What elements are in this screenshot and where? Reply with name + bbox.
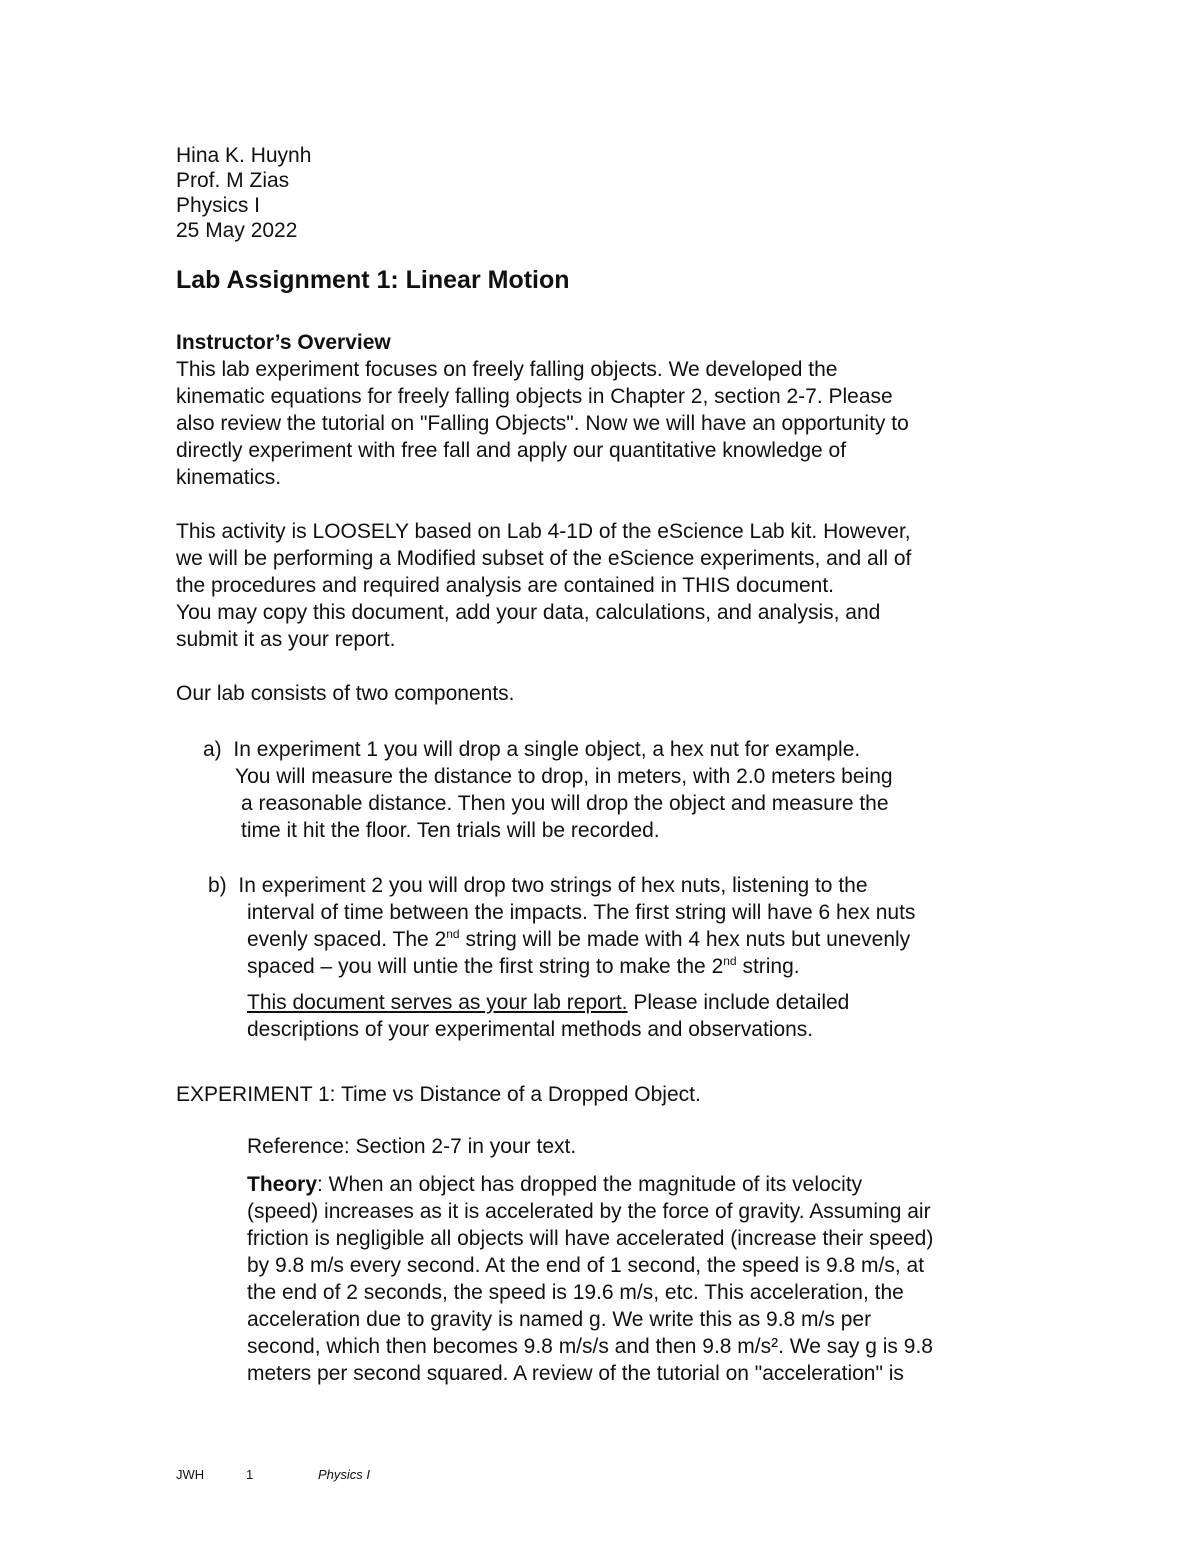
list-marker: b) <box>208 874 227 897</box>
overview-paragraph-line: kinematic equations for freely falling objects in Chapter 2, section 2-7. Please <box>176 385 893 408</box>
list-item-line: time it hit the floor. Ten trials will be recorded. <box>241 819 660 842</box>
theory-line: second, which then becomes 9.8 m/s/s and then 9.8 m/s². We say g is 9.8 <box>247 1335 933 1358</box>
theory-line: friction is negligible all objects will have accelerated (increase their speed) <box>247 1227 934 1250</box>
list-item-text: In experiment 2 you will drop two strings of hex nuts, listening to the <box>238 874 868 897</box>
overview-paragraph-line: directly experiment with free fall and apply our quantitative knowledge of <box>176 439 847 462</box>
list-marker: a) <box>203 738 222 761</box>
activity-paragraph-line: submit it as your report. <box>176 628 396 651</box>
activity-paragraph-line: You may copy this document, add your data, calculations, and analysis, and <box>176 601 881 624</box>
professor-name: Prof. M Zias <box>176 169 290 192</box>
footer-initials: JWH <box>176 1467 205 1482</box>
experiment-heading: EXPERIMENT 1: Time vs Distance of a Dropped Object. <box>176 1083 701 1106</box>
document-title: Lab Assignment 1: Linear Motion <box>176 266 570 294</box>
theory-line: (speed) increases as it is accelerated by the force of gravity. Assuming air <box>247 1200 931 1223</box>
author-name: Hina K. Huynh <box>176 144 312 167</box>
components-intro: Our lab consists of two components. <box>176 682 515 705</box>
overview-paragraph-line: This lab experiment focuses on freely falling objects. We developed the <box>176 358 838 381</box>
lab-report-underlined: This document serves as your lab report. <box>247 991 628 1014</box>
lab-report-note: This document serves as your lab report. Please include detailed <box>247 991 850 1014</box>
course-name: Physics I <box>176 194 261 217</box>
list-item-b <box>208 872 868 899</box>
overview-heading: Instructor’s Overview <box>176 331 391 354</box>
ordinal-suffix: nd <box>723 954 737 968</box>
theory-line: the end of 2 seconds, the speed is 19.6 m/s, etc. This acceleration, the <box>247 1281 904 1304</box>
theory-line: by 9.8 m/s every second. At the end of 1 second, the speed is 9.8 m/s, at <box>247 1254 925 1277</box>
reference-line: Reference: Section 2-7 in your text. <box>247 1135 577 1158</box>
theory-line: Theory: When an object has dropped the magnitude of its velocity <box>247 1173 863 1196</box>
list-item-text: In experiment 1 you will drop a single object, a hex nut for example. <box>233 738 861 761</box>
ordinal-suffix: nd <box>446 927 460 941</box>
footer-page-number: 1 <box>246 1467 254 1482</box>
activity-paragraph-line: the procedures and required analysis are contained in THIS document. <box>176 574 835 597</box>
list-item-line: interval of time between the impacts. The first string will have 6 hex nuts <box>247 901 916 924</box>
list-item-line: spaced – you will untie the first string to make the 2nd string. <box>247 954 800 978</box>
activity-paragraph-line: we will be performing a Modified subset of the eScience experiments, and all of <box>176 547 912 570</box>
list-item-a <box>203 736 860 763</box>
overview-paragraph-line: kinematics. <box>176 466 282 489</box>
footer-course: Physics I <box>318 1467 371 1482</box>
lab-report-note-line: descriptions of your experimental methods and observations. <box>247 1018 814 1041</box>
list-item-line: a reasonable distance. Then you will drop the object and measure the <box>241 792 889 815</box>
list-item-line: You will measure the distance to drop, in meters, with 2.0 meters being <box>235 765 893 788</box>
theory-line: acceleration due to gravity is named g. We write this as 9.8 m/s per <box>247 1308 872 1331</box>
activity-paragraph-line: This activity is LOOSELY based on Lab 4-1D of the eScience Lab kit. However, <box>176 520 911 543</box>
overview-paragraph-line: also review the tutorial on "Falling Objects". Now we will have an opportunity to <box>176 412 909 435</box>
theory-line: meters per second squared. A review of the tutorial on "acceleration" is <box>247 1362 904 1385</box>
document-date: 25 May 2022 <box>176 219 298 242</box>
theory-label: Theory <box>247 1173 318 1196</box>
list-item-line: evenly spaced. The 2nd string will be made with 4 hex nuts but unevenly <box>247 927 911 951</box>
